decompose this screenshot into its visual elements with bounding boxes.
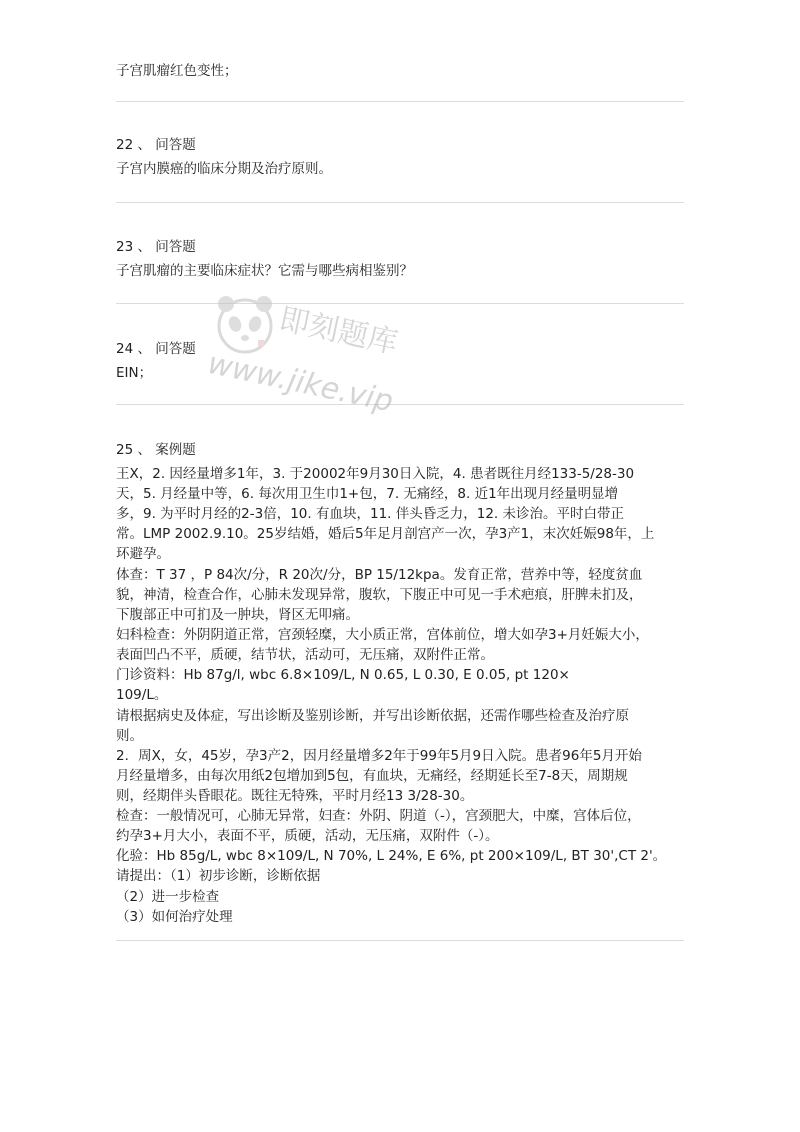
watermark-brand: 即刻题库 [276, 301, 401, 362]
question-23-header: 23 、 问答题 [116, 239, 196, 255]
case-text-line: 请根据病史及体症，写出诊断及鉴别诊断，并写出诊断依据，还需作哪些检查及治疗原 [116, 708, 629, 724]
divider [116, 940, 684, 941]
case-text-line: 妇科检查：外阴阴道正常，宫颈轻糜，大小质正常，宫体前位，增大如孕3+月妊娠大小， [116, 627, 649, 643]
case-text-line: （2）进一步检查 [116, 889, 220, 905]
case-text-line: 王X，2. 因经量增多1年，3. 于20002年9月30日入院，4. 患者既往月经133-5/28-30 [116, 466, 635, 482]
case-text-line: 门诊资料：Hb 87g/l, wbc 6.8×109/L, N 0.65, L 0.30, E 0.05, pt 120× [116, 667, 570, 683]
question-25-header: 25 、 案例题 [116, 442, 196, 458]
watermark [204, 288, 440, 420]
question-24-text: EIN； [116, 365, 153, 381]
case-text-line: 下腹部正中可扪及一肿块，肾区无叩痛。 [116, 607, 359, 623]
case-text-line: 环避孕。 [116, 546, 170, 562]
case-text-line: 貌，神清，检查合作，心肺未发现异常，腹软，下腹正中可见一手术疤痕，肝脾未扪及， [116, 587, 643, 603]
case-text-line: 109/L。 [116, 687, 168, 703]
question-22-text: 子宫内膜癌的临床分期及治疗原则。 [116, 161, 332, 177]
case-text-line: 常。LMP 2002.9.10。25岁结婚，婚后5年足月剖宫产一次，孕3产1，末次妊娠98年，上 [116, 526, 655, 542]
divider [116, 101, 684, 102]
case-text-line: 请提出：（1）初步诊断，诊断依据 [116, 868, 321, 884]
case-text-line: 多，9. 为平时月经的2-3倍，10. 有血块，11. 伴头昏乏力，12. 未诊治。平时白带正 [116, 506, 625, 522]
question-24-header: 24 、 问答题 [116, 341, 196, 357]
case-text-line: 天，5. 月经量中等，6. 每次用卫生巾1+包，7. 无痛经，8. 近1年出现月经量明显增 [116, 486, 619, 502]
case-text-line: 化验：Hb 85g/L, wbc 8×109/L, N 70%, L 24%, E 6%, pt 200×109/L, BT 30',CT 2'。 [116, 848, 667, 864]
question-22-header: 22 、 问答题 [116, 137, 196, 153]
case-text-line: 2．周X，女，45岁，孕3产2，因月经量增多2年于99年5月9日入院。患者96年5月开始 [116, 748, 642, 764]
case-text-line: 则。 [116, 728, 143, 744]
case-text-line: （3）如何治疗处理 [116, 909, 233, 925]
answer-text: 子宫肌瘤红色变性； [116, 63, 238, 79]
case-text-line: 表面凹凸不平，质硬，结节状，活动可，无压痛，双附件正常。 [116, 647, 494, 663]
divider [116, 202, 684, 203]
case-text-line: 约孕3+月大小，表面不平，质硬，活动，无压痛，双附件（-）。 [116, 828, 499, 844]
case-text-line: 检查：一般情况可，心肺无异常，妇查：外阴、阴道（-），宫颈肥大，中糜，宫体后位， [116, 808, 641, 824]
question-23-text: 子宫肌瘤的主要临床症状？它需与哪些病相鉴别？ [116, 263, 413, 279]
case-text-line: 体查：T 37 ，P 84次/分，R 20次/分，BP 15/12kpa。发育正常，营养中等，轻度贫血 [116, 567, 643, 583]
case-text-line: 月经量增多，由每次用纸2包增加到5包，有血块，无痛经，经期延长至7-8天，周期规 [116, 768, 628, 784]
watermark-url: www.jike.vip [204, 346, 397, 420]
case-text-line: 则，经期伴头昏眼花。既往无特殊，平时月经13 3/28-30。 [116, 788, 474, 804]
